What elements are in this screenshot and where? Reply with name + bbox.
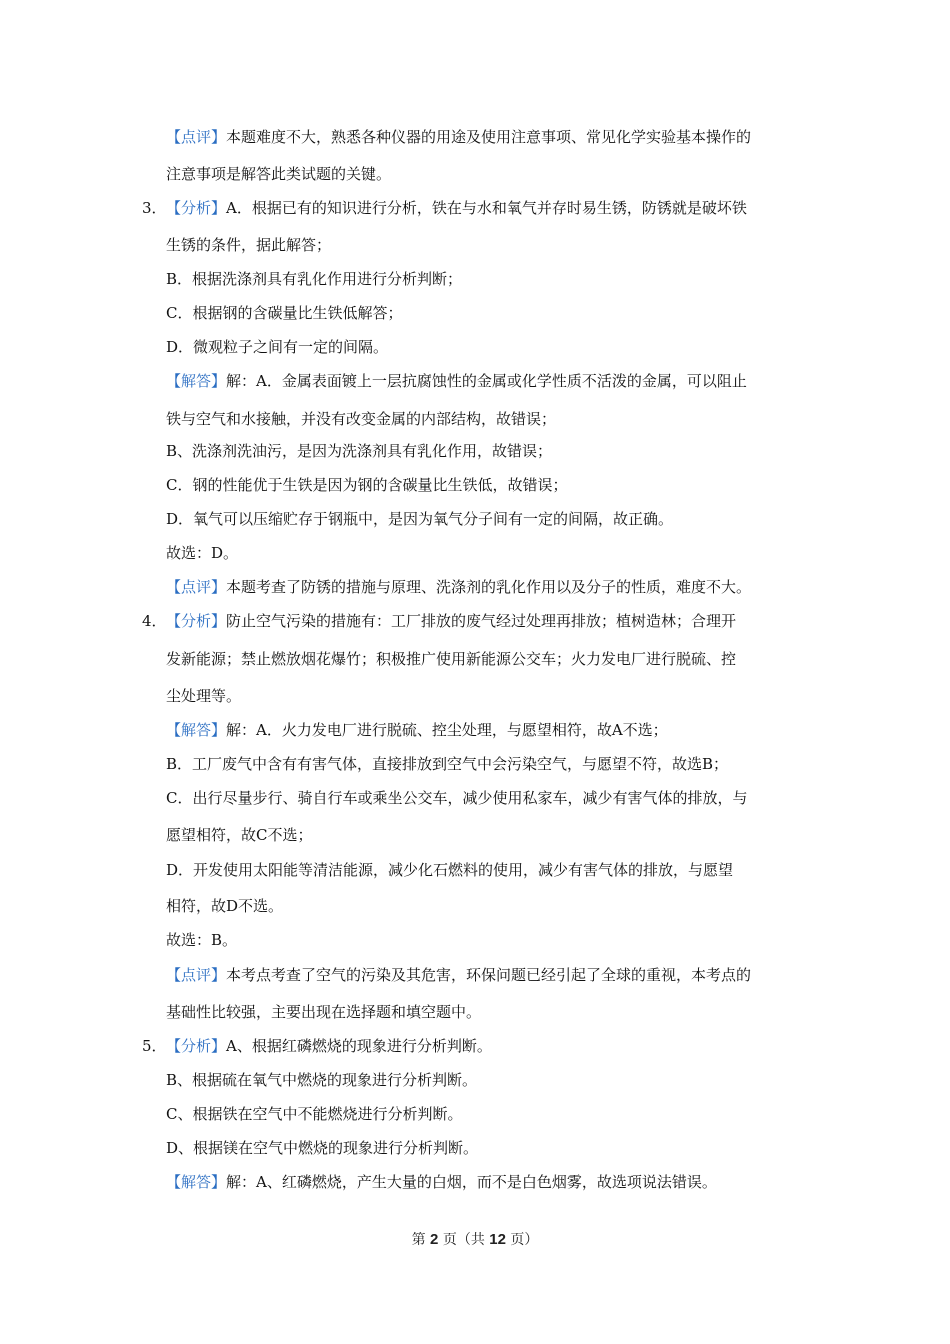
text-line xyxy=(166,896,812,916)
line-text: 基础性比较强，主要出现在选择题和填空题中。 xyxy=(166,1003,482,1021)
text-line xyxy=(166,198,812,218)
line-text: 发新能源；禁止燃放烟花爆竹；积极推广使用新能源公交车；火力发电厂进行脱硫、控 xyxy=(166,650,737,668)
text-line xyxy=(166,127,812,147)
page-footer xyxy=(0,1230,950,1250)
line-text: C．出行尽量步行、骑自行车或乘坐公交车，减少使用私家车，减少有害气体的排放，与 xyxy=(166,789,748,807)
text-line xyxy=(166,1002,812,1022)
line-text: A、根据红磷燃烧的现象进行分析判断。 xyxy=(226,1037,492,1055)
line-text: 故选：D。 xyxy=(166,544,239,562)
section-tag: 【点评】 xyxy=(166,578,227,596)
section-tag: 【点评】 xyxy=(166,966,227,984)
text-line xyxy=(166,611,812,631)
line-text: B．根据洗涤剂具有乳化作用进行分析判断； xyxy=(166,270,463,288)
line-text: 愿望相符，故C不选； xyxy=(166,826,313,844)
line-text: 本题难度不大，熟悉各种仪器的用途及使用注意事项、常见化学实验基本操作的 xyxy=(226,128,752,146)
line-text: 解：A．金属表面镀上一层抗腐蚀性的金属或化学性质不活泼的金属，可以阻止 xyxy=(226,372,747,390)
line-text: 生锈的条件，据此解答； xyxy=(166,236,332,254)
section-tag: 【分析】 xyxy=(166,612,227,630)
text-line xyxy=(166,1138,812,1158)
line-text: B、洗涤剂洗油污，是因为洗涤剂具有乳化作用，故错误； xyxy=(166,442,553,460)
line-text: A．根据已有的知识进行分析，铁在与水和氧气并存时易生锈，防锈就是破坏铁 xyxy=(226,199,747,217)
text-line xyxy=(166,475,812,495)
item-number: 4． xyxy=(142,612,167,630)
line-text: 尘处理等。 xyxy=(166,687,242,705)
line-text: 故选：B。 xyxy=(166,931,238,949)
text-line xyxy=(166,720,812,740)
text-line xyxy=(166,577,812,597)
text-line xyxy=(166,164,812,184)
section-tag: 【分析】 xyxy=(166,1037,227,1055)
line-text: 解：A、红磷燃烧，产生大量的白烟，而不是白色烟雾，故选项说法错误。 xyxy=(226,1173,717,1191)
text-line xyxy=(166,788,812,808)
item-number: 5． xyxy=(142,1037,167,1055)
line-text: 本考点考查了空气的污染及其危害，环保问题已经引起了全球的重视，本考点的 xyxy=(226,966,752,984)
text-line xyxy=(166,235,812,255)
line-text: 本题考查了防锈的措施与原理、洗涤剂的乳化作用以及分子的性质，难度不大。 xyxy=(226,578,752,596)
section-tag: 【解答】 xyxy=(166,721,227,739)
text-line xyxy=(166,1172,812,1192)
text-line xyxy=(166,1070,812,1090)
line-text: 相符，故D不选。 xyxy=(166,897,284,915)
section-tag: 【点评】 xyxy=(166,128,227,146)
section-tag: 【解答】 xyxy=(166,1173,227,1191)
text-line xyxy=(166,825,812,845)
text-line xyxy=(166,965,812,985)
line-text: B．工厂废气中含有有害气体，直接排放到空气中会污染空气，与愿望不符，故选B； xyxy=(166,755,729,773)
line-text: 解：A．火力发电厂进行脱硫、控尘处理，与愿望相符，故A不选； xyxy=(226,721,668,739)
text-line xyxy=(166,860,812,880)
footer-total-pages: 12 xyxy=(489,1231,506,1248)
footer-prefix: 第 xyxy=(411,1232,431,1248)
line-text: D．微观粒子之间有一定的间隔。 xyxy=(166,338,389,356)
footer-suffix: 页） xyxy=(505,1232,539,1248)
text-line xyxy=(166,1036,812,1056)
section-tag: 【解答】 xyxy=(166,372,227,390)
line-text: D．开发使用太阳能等清洁能源，减少化石燃料的使用，减少有害气体的排放，与愿望 xyxy=(166,861,734,879)
line-text: C．钢的性能优于生铁是因为钢的含碳量比生铁低，故错误； xyxy=(166,476,568,494)
line-text: 铁与空气和水接触，并没有改变金属的内部结构，故错误； xyxy=(166,410,557,428)
text-line xyxy=(166,269,812,289)
text-line xyxy=(166,754,812,774)
text-line xyxy=(166,441,812,461)
text-line xyxy=(166,686,812,706)
footer-middle: 页（共 xyxy=(438,1232,490,1248)
line-text: D．氧气可以压缩贮存于钢瓶中，是因为氧气分子间有一定的间隔，故正确。 xyxy=(166,510,674,528)
text-line xyxy=(166,1104,812,1124)
text-line xyxy=(166,409,812,429)
text-line xyxy=(166,303,812,323)
item-number: 3． xyxy=(142,199,167,217)
text-line xyxy=(166,509,812,529)
text-line xyxy=(166,930,812,950)
line-text: 防止空气污染的措施有：工厂排放的废气经过处理再排放；植树造林；合理开 xyxy=(226,612,737,630)
line-text: D、根据镁在空气中燃烧的现象进行分析判断。 xyxy=(166,1139,479,1157)
footer-page-number: 2 xyxy=(430,1231,439,1248)
line-text: C、根据铁在空气中不能燃烧进行分析判断。 xyxy=(166,1105,463,1123)
text-line xyxy=(166,371,812,391)
line-text: B、根据硫在氧气中燃烧的现象进行分析判断。 xyxy=(166,1071,478,1089)
text-line xyxy=(166,337,812,357)
section-tag: 【分析】 xyxy=(166,199,227,217)
line-text: C．根据钢的含碳量比生铁低解答； xyxy=(166,304,403,322)
line-text: 注意事项是解答此类试题的关键。 xyxy=(166,165,392,183)
text-line xyxy=(166,543,812,563)
text-line xyxy=(166,649,812,669)
